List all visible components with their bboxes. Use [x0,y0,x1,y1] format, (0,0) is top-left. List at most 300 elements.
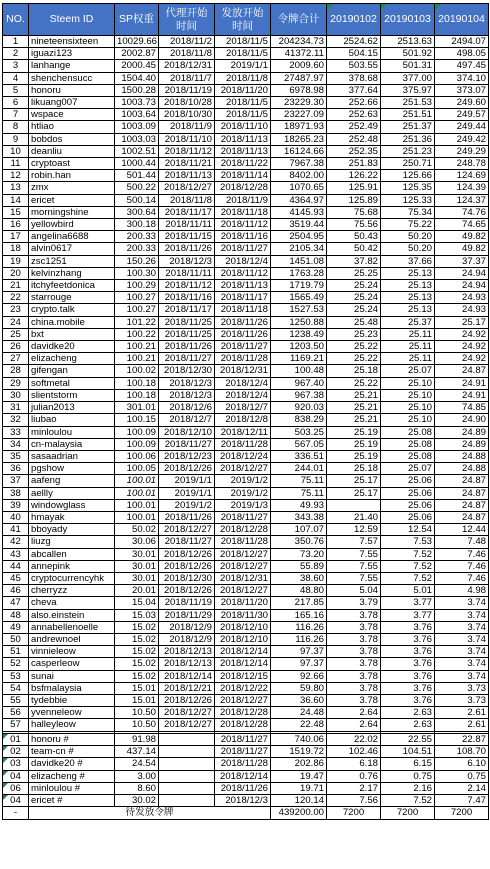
cell-date-1: 75.68 [327,206,381,218]
cell-date-2: 3.76 [381,621,435,633]
cell-no: 11 [3,158,29,170]
cell-no: 48 [3,609,29,621]
cell-no: 35 [3,450,29,462]
cell-sp: 100.01 [115,475,159,487]
cell-delegation-start: 2018/12/26 [159,694,215,706]
cell-date-2: 25.08 [381,426,435,438]
cell-payout-start: 2018/12/28 [215,524,271,536]
cell-payout-start: 2018/11/26 [215,316,271,328]
cell-delegation-start: 2018/11/9 [159,121,215,133]
cell-date-3: 24.87 [435,365,489,377]
cell-payout-start: 2018/12/7 [215,402,271,414]
cell-delegation-start: 2018/12/26 [159,548,215,560]
cell-date-2: 25.10 [381,377,435,389]
cell-payout-start: 2018/11/13 [215,145,271,157]
cell-sp: 150.26 [115,255,159,267]
cell-date-2: 25.06 [381,475,435,487]
cell-delegation-start: 2018/12/13 [159,658,215,670]
cell-token-total: 16124.66 [271,145,327,157]
cell-token-total: 1238.49 [271,328,327,340]
cell-date-3: 7.47 [435,795,489,807]
cell-payout-start: 2018/11/26 [215,328,271,340]
cell-token-total: 48.80 [271,585,327,597]
cell-payout-start: 2018/12/24 [215,450,271,462]
cell-payout-start: 2018/11/13 [215,280,271,292]
cell-delegation-start: 2018/11/13 [159,170,215,182]
header-row [3,4,489,36]
cell-steem-id: robin.han [29,170,115,182]
cell-date-1: 252.35 [327,145,381,157]
cell-payout-start: 2018/11/12 [215,219,271,231]
cell-steem-id: morningshine [29,206,115,218]
cell-no: 24 [3,316,29,328]
cell-token-total: 1451.08 [271,255,327,267]
cell-sp: 10.50 [115,707,159,719]
cell-no: 29 [3,377,29,389]
cell-payout-start: 2018/11/5 [215,109,271,121]
cell-sp: 200.33 [115,243,159,255]
cell-payout-start: 2018/11/5 [215,36,271,48]
cell-steem-id: davidke20 # [29,758,115,770]
cell-token-total: 1519.72 [271,746,327,758]
cell-date-1: 252.66 [327,97,381,109]
cell-payout-start: 2018/11/30 [215,609,271,621]
cell-date-1: 25.24 [327,304,381,316]
cell-no: 42 [3,536,29,548]
cell-date-1: 126.22 [327,170,381,182]
cell-payout-start: 2018/12/14 [215,770,271,782]
total-date-2: 7200 [381,807,435,819]
cell-date-2: 25.06 [381,487,435,499]
cell-steem-id: softmetal [29,377,115,389]
cell-token-total: 1070.65 [271,182,327,194]
cell-no: 21 [3,280,29,292]
cell-sp: 30.01 [115,572,159,584]
table-row [3,682,489,694]
table-row [3,133,489,145]
cell-steem-id: halleyleow [29,719,115,731]
cell-date-1: 25.17 [327,487,381,499]
cell-date-1: 25.21 [327,389,381,401]
cell-date-3: 124.37 [435,194,489,206]
cell-steem-id: alvin0617 [29,243,115,255]
sub-table-row [3,746,489,758]
cell-delegation-start: 2018/12/27 [159,524,215,536]
cell-steem-id: minloulou # [29,782,115,794]
table-row [3,548,489,560]
cell-payout-start: 2018/11/14 [215,170,271,182]
cell-date-2: 251.51 [381,109,435,121]
cell-token-total: 19.71 [271,782,327,794]
cell-date-2: 125.66 [381,170,435,182]
cell-no: 23 [3,304,29,316]
header-payout-start: 发放开始时间 [215,4,271,36]
cell-steem-id: aafeng [29,475,115,487]
cell-date-1: 25.19 [327,450,381,462]
cell-date-1: 7.56 [327,795,381,807]
cell-token-total: 204234.73 [271,36,327,48]
cell-date-1: 252.63 [327,109,381,121]
cell-date-3: 24.90 [435,414,489,426]
cell-date-2: 3.76 [381,682,435,694]
cell-date-2: 3.77 [381,597,435,609]
cell-sp: 1504.40 [115,72,159,84]
cell-token-total: 41372.11 [271,48,327,60]
cell-date-1: 125.91 [327,182,381,194]
cell-sp: 100.01 [115,487,159,499]
cell-sp: 91.98 [115,734,159,746]
cell-payout-start: 2018/12/14 [215,658,271,670]
table-row [3,158,489,170]
cell-date-2: 5.01 [381,585,435,597]
table-row [3,389,489,401]
cell-sp: 3.00 [115,770,159,782]
cell-steem-id: liubao [29,414,115,426]
cell-date-3: 498.05 [435,48,489,60]
cell-delegation-start [159,746,215,758]
cell-date-3: 24.92 [435,341,489,353]
table-row [3,585,489,597]
cell-date-1: 25.48 [327,316,381,328]
cell-no: 31 [3,402,29,414]
cell-steem-id: honoru # [29,734,115,746]
table-row [3,304,489,316]
cell-date-2: 7.53 [381,536,435,548]
cell-token-total: 503.25 [271,426,327,438]
cell-payout-start: 2019/1/2 [215,487,271,499]
cell-date-2: 25.07 [381,365,435,377]
cell-sp: 30.06 [115,536,159,548]
cell-delegation-start: 2018/12/26 [159,463,215,475]
cell-date-1: 2.17 [327,782,381,794]
cell-date-3: 24.94 [435,280,489,292]
sub-table-row [3,734,489,746]
cell-sp: 100.22 [115,328,159,340]
cell-date-3: 373.07 [435,84,489,96]
cell-token-total: 350.76 [271,536,327,548]
cell-delegation-start: 2019/1/2 [159,499,215,511]
cell-date-1: 25.19 [327,438,381,450]
cell-no: 27 [3,353,29,365]
cell-sp: 1003.09 [115,121,159,133]
cell-date-3: 249.29 [435,145,489,157]
cell-date-2: 125.33 [381,194,435,206]
table-row [3,475,489,487]
cell-date-1: 504.15 [327,48,381,60]
cell-token-total: 19.47 [271,770,327,782]
cell-steem-id: davidke20 [29,341,115,353]
cell-sp: 30.01 [115,560,159,572]
cell-no: 50 [3,633,29,645]
cell-delegation-start: 2018/11/12 [159,280,215,292]
cell-date-3: 24.91 [435,389,489,401]
cell-steem-id: lanhange [29,60,115,72]
cell-no: 47 [3,597,29,609]
cell-delegation-start: 2018/12/23 [159,450,215,462]
cell-payout-start: 2018/12/28 [215,182,271,194]
cell-delegation-start: 2018/12/7 [159,414,215,426]
cell-steem-id: cryptocurrencyhk [29,572,115,584]
cell-date-2: 37.66 [381,255,435,267]
cell-date-1: 75.56 [327,219,381,231]
cell-no: 33 [3,426,29,438]
cell-steem-id: china.mobile [29,316,115,328]
cell-no: 32 [3,414,29,426]
table-row [3,597,489,609]
cell-payout-start: 2018/11/9 [215,194,271,206]
cell-no: 45 [3,572,29,584]
cell-date-2: 7.52 [381,795,435,807]
cell-date-3: 7.46 [435,560,489,572]
cell-no: 02 [3,746,29,758]
cell-token-total: 1527.53 [271,304,327,316]
cell-sp: 1000.44 [115,158,159,170]
cell-token-total: 97.37 [271,646,327,658]
table-row [3,438,489,450]
table-row [3,72,489,84]
cell-date-3: 374.10 [435,72,489,84]
cell-date-2: 25.11 [381,328,435,340]
table-row [3,450,489,462]
cell-sp: 15.02 [115,658,159,670]
cell-date-2: 251.53 [381,97,435,109]
cell-sp: 30.01 [115,548,159,560]
cell-sp: 501.44 [115,170,159,182]
cell-token-total: 1763.28 [271,267,327,279]
cell-date-3: 249.60 [435,97,489,109]
cell-date-3: 7.46 [435,572,489,584]
cell-payout-start: 2018/12/27 [215,463,271,475]
total-token-sum: 439200.00 [271,807,327,819]
cell-date-2: 25.07 [381,463,435,475]
cell-date-3: 24.88 [435,463,489,475]
cell-sp: 100.09 [115,426,159,438]
cell-payout-start: 2018/11/5 [215,48,271,60]
cell-date-3: 24.91 [435,377,489,389]
cell-payout-start: 2019/1/1 [215,60,271,72]
cell-date-2: 3.76 [381,646,435,658]
cell-sp: 10029.66 [115,36,159,48]
cell-date-3: 249.57 [435,109,489,121]
cell-steem-id: aellly [29,487,115,499]
cell-no: 43 [3,548,29,560]
cell-steem-id: team-cn # [29,746,115,758]
cell-delegation-start [159,734,215,746]
table-row [3,524,489,536]
cell-date-3: 12.44 [435,524,489,536]
cell-token-total: 92.66 [271,670,327,682]
cell-delegation-start: 2018/11/27 [159,438,215,450]
table-row [3,243,489,255]
table-row [3,267,489,279]
table-row [3,694,489,706]
cell-delegation-start: 2018/12/27 [159,707,215,719]
cell-sp: 300.64 [115,206,159,218]
cell-delegation-start: 2018/12/21 [159,682,215,694]
cell-token-total: 2105.34 [271,243,327,255]
cell-delegation-start: 2018/11/26 [159,243,215,255]
cell-token-total: 55.89 [271,560,327,572]
cell-date-1: 3.78 [327,658,381,670]
cell-sp: 15.02 [115,646,159,658]
cell-date-2: 25.10 [381,402,435,414]
cell-date-3: 24.89 [435,438,489,450]
cell-token-total: 7967.38 [271,158,327,170]
cell-date-3: 7.46 [435,548,489,560]
cell-sp: 1500.28 [115,84,159,96]
cell-sp: 100.21 [115,341,159,353]
cell-delegation-start: 2018/11/16 [159,292,215,304]
header-date-1: 20190102 [327,4,381,36]
cell-date-1: 6.18 [327,758,381,770]
table-row [3,97,489,109]
cell-token-total: 1250.88 [271,316,327,328]
cell-delegation-start: 2018/11/26 [159,511,215,523]
cell-payout-start: 2018/11/28 [215,536,271,548]
cell-no: 7 [3,109,29,121]
cell-token-total: 1203.50 [271,341,327,353]
cell-date-2: 25.13 [381,292,435,304]
cell-date-2: 0.75 [381,770,435,782]
cell-date-3: 24.87 [435,511,489,523]
cell-no: 13 [3,182,29,194]
cell-token-total: 38.60 [271,572,327,584]
cell-date-2: 3.76 [381,658,435,670]
cell-date-1: 25.22 [327,353,381,365]
cell-sp: 500.22 [115,182,159,194]
cell-delegation-start: 2018/10/30 [159,109,215,121]
cell-date-2: 12.54 [381,524,435,536]
cell-sp: 15.01 [115,682,159,694]
cell-date-3: 7.48 [435,536,489,548]
cell-no: 38 [3,487,29,499]
cell-token-total: 27487.97 [271,72,327,84]
table-row [3,658,489,670]
cell-delegation-start: 2018/12/13 [159,646,215,658]
cell-sp: 15.03 [115,609,159,621]
cell-date-2: 6.15 [381,758,435,770]
cell-date-3: 24.92 [435,353,489,365]
cell-steem-id: sasaadrian [29,450,115,462]
cell-steem-id: crypto.talk [29,304,115,316]
cell-no: 04 [3,795,29,807]
table-row [3,621,489,633]
cell-date-2: 3.77 [381,609,435,621]
cell-date-1: 25.18 [327,365,381,377]
cell-payout-start: 2018/11/20 [215,84,271,96]
cell-date-2: 50.20 [381,243,435,255]
cell-delegation-start: 2018/12/26 [159,585,215,597]
table-row [3,487,489,499]
table-row [3,414,489,426]
cell-date-3: 24.93 [435,292,489,304]
cell-date-3: 3.73 [435,682,489,694]
table-row [3,219,489,231]
header-sp: SP权重 [115,4,159,36]
cell-sp: 15.02 [115,670,159,682]
table-row [3,426,489,438]
cell-date-3: 108.70 [435,746,489,758]
cell-token-total: 75.11 [271,475,327,487]
cell-date-1: 50.43 [327,231,381,243]
cell-date-2: 25.08 [381,450,435,462]
cell-steem-id: cherryzz [29,585,115,597]
cell-delegation-start: 2018/12/27 [159,719,215,731]
table-row [3,145,489,157]
cell-date-1: 21.40 [327,511,381,523]
cell-sp: 100.29 [115,280,159,292]
table-row [3,194,489,206]
cell-payout-start: 2018/11/27 [215,341,271,353]
cell-date-1: 25.24 [327,280,381,292]
cell-date-1: 2.64 [327,719,381,731]
cell-date-1: 25.18 [327,463,381,475]
cell-sp: 15.01 [115,694,159,706]
cell-token-total: 4364.97 [271,194,327,206]
cell-delegation-start: 2018/12/30 [159,365,215,377]
cell-token-total: 49.93 [271,499,327,511]
cell-token-total: 343.38 [271,511,327,523]
cell-sp: 50.02 [115,524,159,536]
cell-date-2: 7.52 [381,572,435,584]
table-row [3,463,489,475]
header-date-3: 20190104 [435,4,489,36]
cell-no: 18 [3,243,29,255]
cell-no: 17 [3,231,29,243]
cell-delegation-start [159,782,215,794]
cell-no: 51 [3,646,29,658]
cell-sp: 100.09 [115,438,159,450]
cell-steem-id: liuzg [29,536,115,548]
cell-steem-id: also.einstein [29,609,115,621]
table-row [3,365,489,377]
cell-date-3: 2494.07 [435,36,489,48]
cell-token-total: 1719.79 [271,280,327,292]
cell-date-3: 2.61 [435,719,489,731]
cell-token-total: 838.29 [271,414,327,426]
cell-no: 55 [3,694,29,706]
cell-date-3: 37.37 [435,255,489,267]
cell-date-2: 7.52 [381,548,435,560]
cell-date-1: 252.48 [327,133,381,145]
table-row [3,353,489,365]
cell-steem-id: iguazi123 [29,48,115,60]
cell-payout-start: 2018/12/3 [215,795,271,807]
cell-sp: 437.14 [115,746,159,758]
cell-date-1 [327,499,381,511]
sub-table-row [3,782,489,794]
cell-date-3: 24.92 [435,328,489,340]
cell-payout-start: 2018/11/16 [215,231,271,243]
cell-no: 25 [3,328,29,340]
cell-date-1: 2524.62 [327,36,381,48]
cell-delegation-start: 2018/11/2 [159,36,215,48]
cell-delegation-start: 2018/12/9 [159,621,215,633]
cell-no: 16 [3,219,29,231]
cell-sp: 100.01 [115,511,159,523]
cell-date-1: 3.78 [327,621,381,633]
cell-no: 10 [3,145,29,157]
cell-date-1: 3.78 [327,646,381,658]
cell-sp: 100.18 [115,389,159,401]
cell-date-3: 25.17 [435,316,489,328]
cell-steem-id: deanliu [29,145,115,157]
cell-date-3: 4.98 [435,585,489,597]
cell-date-3: 2.61 [435,707,489,719]
cell-delegation-start: 2018/11/25 [159,316,215,328]
cell-no: 57 [3,719,29,731]
cell-date-1: 3.78 [327,633,381,645]
